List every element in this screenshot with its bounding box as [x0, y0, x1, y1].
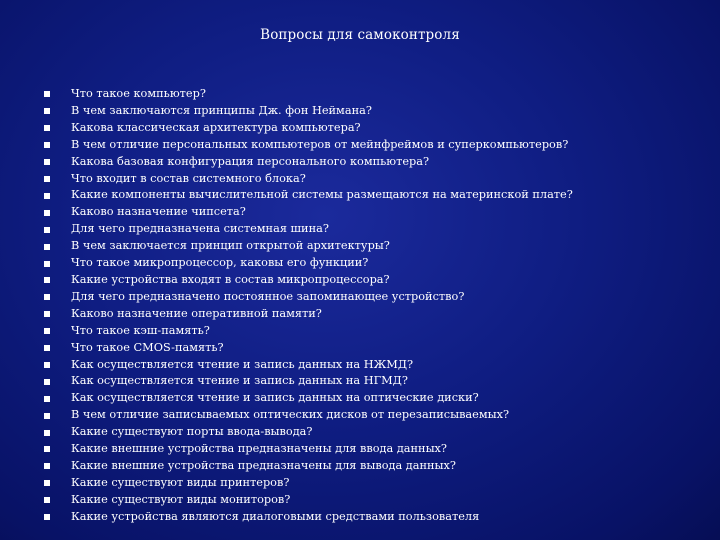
- square-bullet-icon: [44, 463, 50, 469]
- list-item: [44, 373, 704, 390]
- question-text: Какие существуют порты ввода-вывода?: [71, 425, 313, 439]
- question-text: Какова классическая архитектура компьютера?: [71, 120, 361, 134]
- square-bullet-icon: [44, 108, 50, 114]
- square-bullet-icon: [44, 446, 50, 452]
- slide-title: Вопросы для самоконтроля: [260, 27, 460, 43]
- question-text: Для чего предназначено постоянное запоминающее устройство?: [71, 289, 465, 303]
- question-text: Для чего предназначена системная шина?: [71, 222, 329, 236]
- list-item: [44, 407, 704, 424]
- question-text: В чем отличие персональных компьютеров от мейнфреймов и суперкомпьютеров?: [71, 137, 569, 151]
- list-item: [44, 154, 704, 171]
- question-text: Какова базовая конфигурация персонального компьютера?: [71, 154, 430, 168]
- question-text: Какие компоненты вычислительной системы размещаются на материнской плате?: [71, 188, 573, 202]
- question-text: В чем заключаются принципы Дж. фон Неймана?: [71, 103, 372, 117]
- list-item: [44, 255, 704, 272]
- square-bullet-icon: [44, 125, 50, 131]
- question-text: Как осуществляется чтение и запись данных на НЖМД?: [71, 357, 414, 371]
- square-bullet-icon: [44, 430, 50, 436]
- list-item: [44, 458, 704, 475]
- question-text: Какие существуют виды мониторов?: [71, 492, 291, 506]
- list-item: [44, 272, 704, 289]
- question-list: [44, 86, 704, 526]
- question-text: Что такое кэш-память?: [71, 323, 210, 337]
- square-bullet-icon: [44, 193, 50, 199]
- list-item: [44, 390, 704, 407]
- list-item: [44, 441, 704, 458]
- square-bullet-icon: [44, 328, 50, 334]
- square-bullet-icon: [44, 480, 50, 486]
- square-bullet-icon: [44, 514, 50, 520]
- question-text: Как осуществляется чтение и запись данных на НГМД?: [71, 374, 408, 388]
- square-bullet-icon: [44, 413, 50, 419]
- list-item: [44, 204, 704, 221]
- list-item: [44, 187, 704, 204]
- list-item: [44, 103, 704, 120]
- square-bullet-icon: [44, 362, 50, 368]
- list-item: [44, 475, 704, 492]
- question-text: Какие внешние устройства предназначены для вывода данных?: [71, 458, 456, 472]
- list-item: [44, 357, 704, 374]
- list-item: [44, 323, 704, 340]
- question-text: В чем заключается принцип открытой архитектуры?: [71, 239, 390, 253]
- square-bullet-icon: [44, 210, 50, 216]
- list-item: [44, 238, 704, 255]
- question-text: В чем отличие записываемых оптических дисков от перезаписываемых?: [71, 408, 510, 422]
- list-item: [44, 306, 704, 323]
- square-bullet-icon: [44, 244, 50, 250]
- list-item: [44, 509, 704, 526]
- question-text: Что такое микропроцессор, каковы его функции?: [71, 256, 369, 270]
- square-bullet-icon: [44, 227, 50, 233]
- question-text: Какие устройства входят в состав микропроцессора?: [71, 272, 390, 286]
- question-text: Какие устройства являются диалоговыми средствами пользователя: [71, 509, 480, 523]
- list-item: [44, 340, 704, 357]
- list-item: [44, 120, 704, 137]
- question-text: Что входит в состав системного блока?: [71, 171, 306, 185]
- square-bullet-icon: [44, 261, 50, 267]
- square-bullet-icon: [44, 396, 50, 402]
- square-bullet-icon: [44, 497, 50, 503]
- list-item: [44, 492, 704, 509]
- question-text: Как осуществляется чтение и запись данных на оптические диски?: [71, 391, 479, 405]
- list-item: [44, 137, 704, 154]
- list-item: [44, 171, 704, 188]
- list-item: [44, 86, 704, 103]
- square-bullet-icon: [44, 379, 50, 385]
- list-item: [44, 424, 704, 441]
- question-text: Что такое CMOS-память?: [71, 340, 224, 354]
- square-bullet-icon: [44, 91, 50, 97]
- question-text: Какие существуют виды принтеров?: [71, 475, 290, 489]
- question-text: Каково назначение оперативной памяти?: [71, 306, 322, 320]
- square-bullet-icon: [44, 294, 50, 300]
- list-item: [44, 221, 704, 238]
- list-item: [44, 289, 704, 306]
- question-text: Каково назначение чипсета?: [71, 205, 246, 219]
- square-bullet-icon: [44, 159, 50, 165]
- question-text: Какие внешние устройства предназначены для ввода данных?: [71, 442, 447, 456]
- square-bullet-icon: [44, 176, 50, 182]
- question-text: Что такое компьютер?: [71, 87, 206, 100]
- square-bullet-icon: [44, 277, 50, 283]
- square-bullet-icon: [44, 311, 50, 317]
- square-bullet-icon: [44, 142, 50, 148]
- square-bullet-icon: [44, 345, 50, 351]
